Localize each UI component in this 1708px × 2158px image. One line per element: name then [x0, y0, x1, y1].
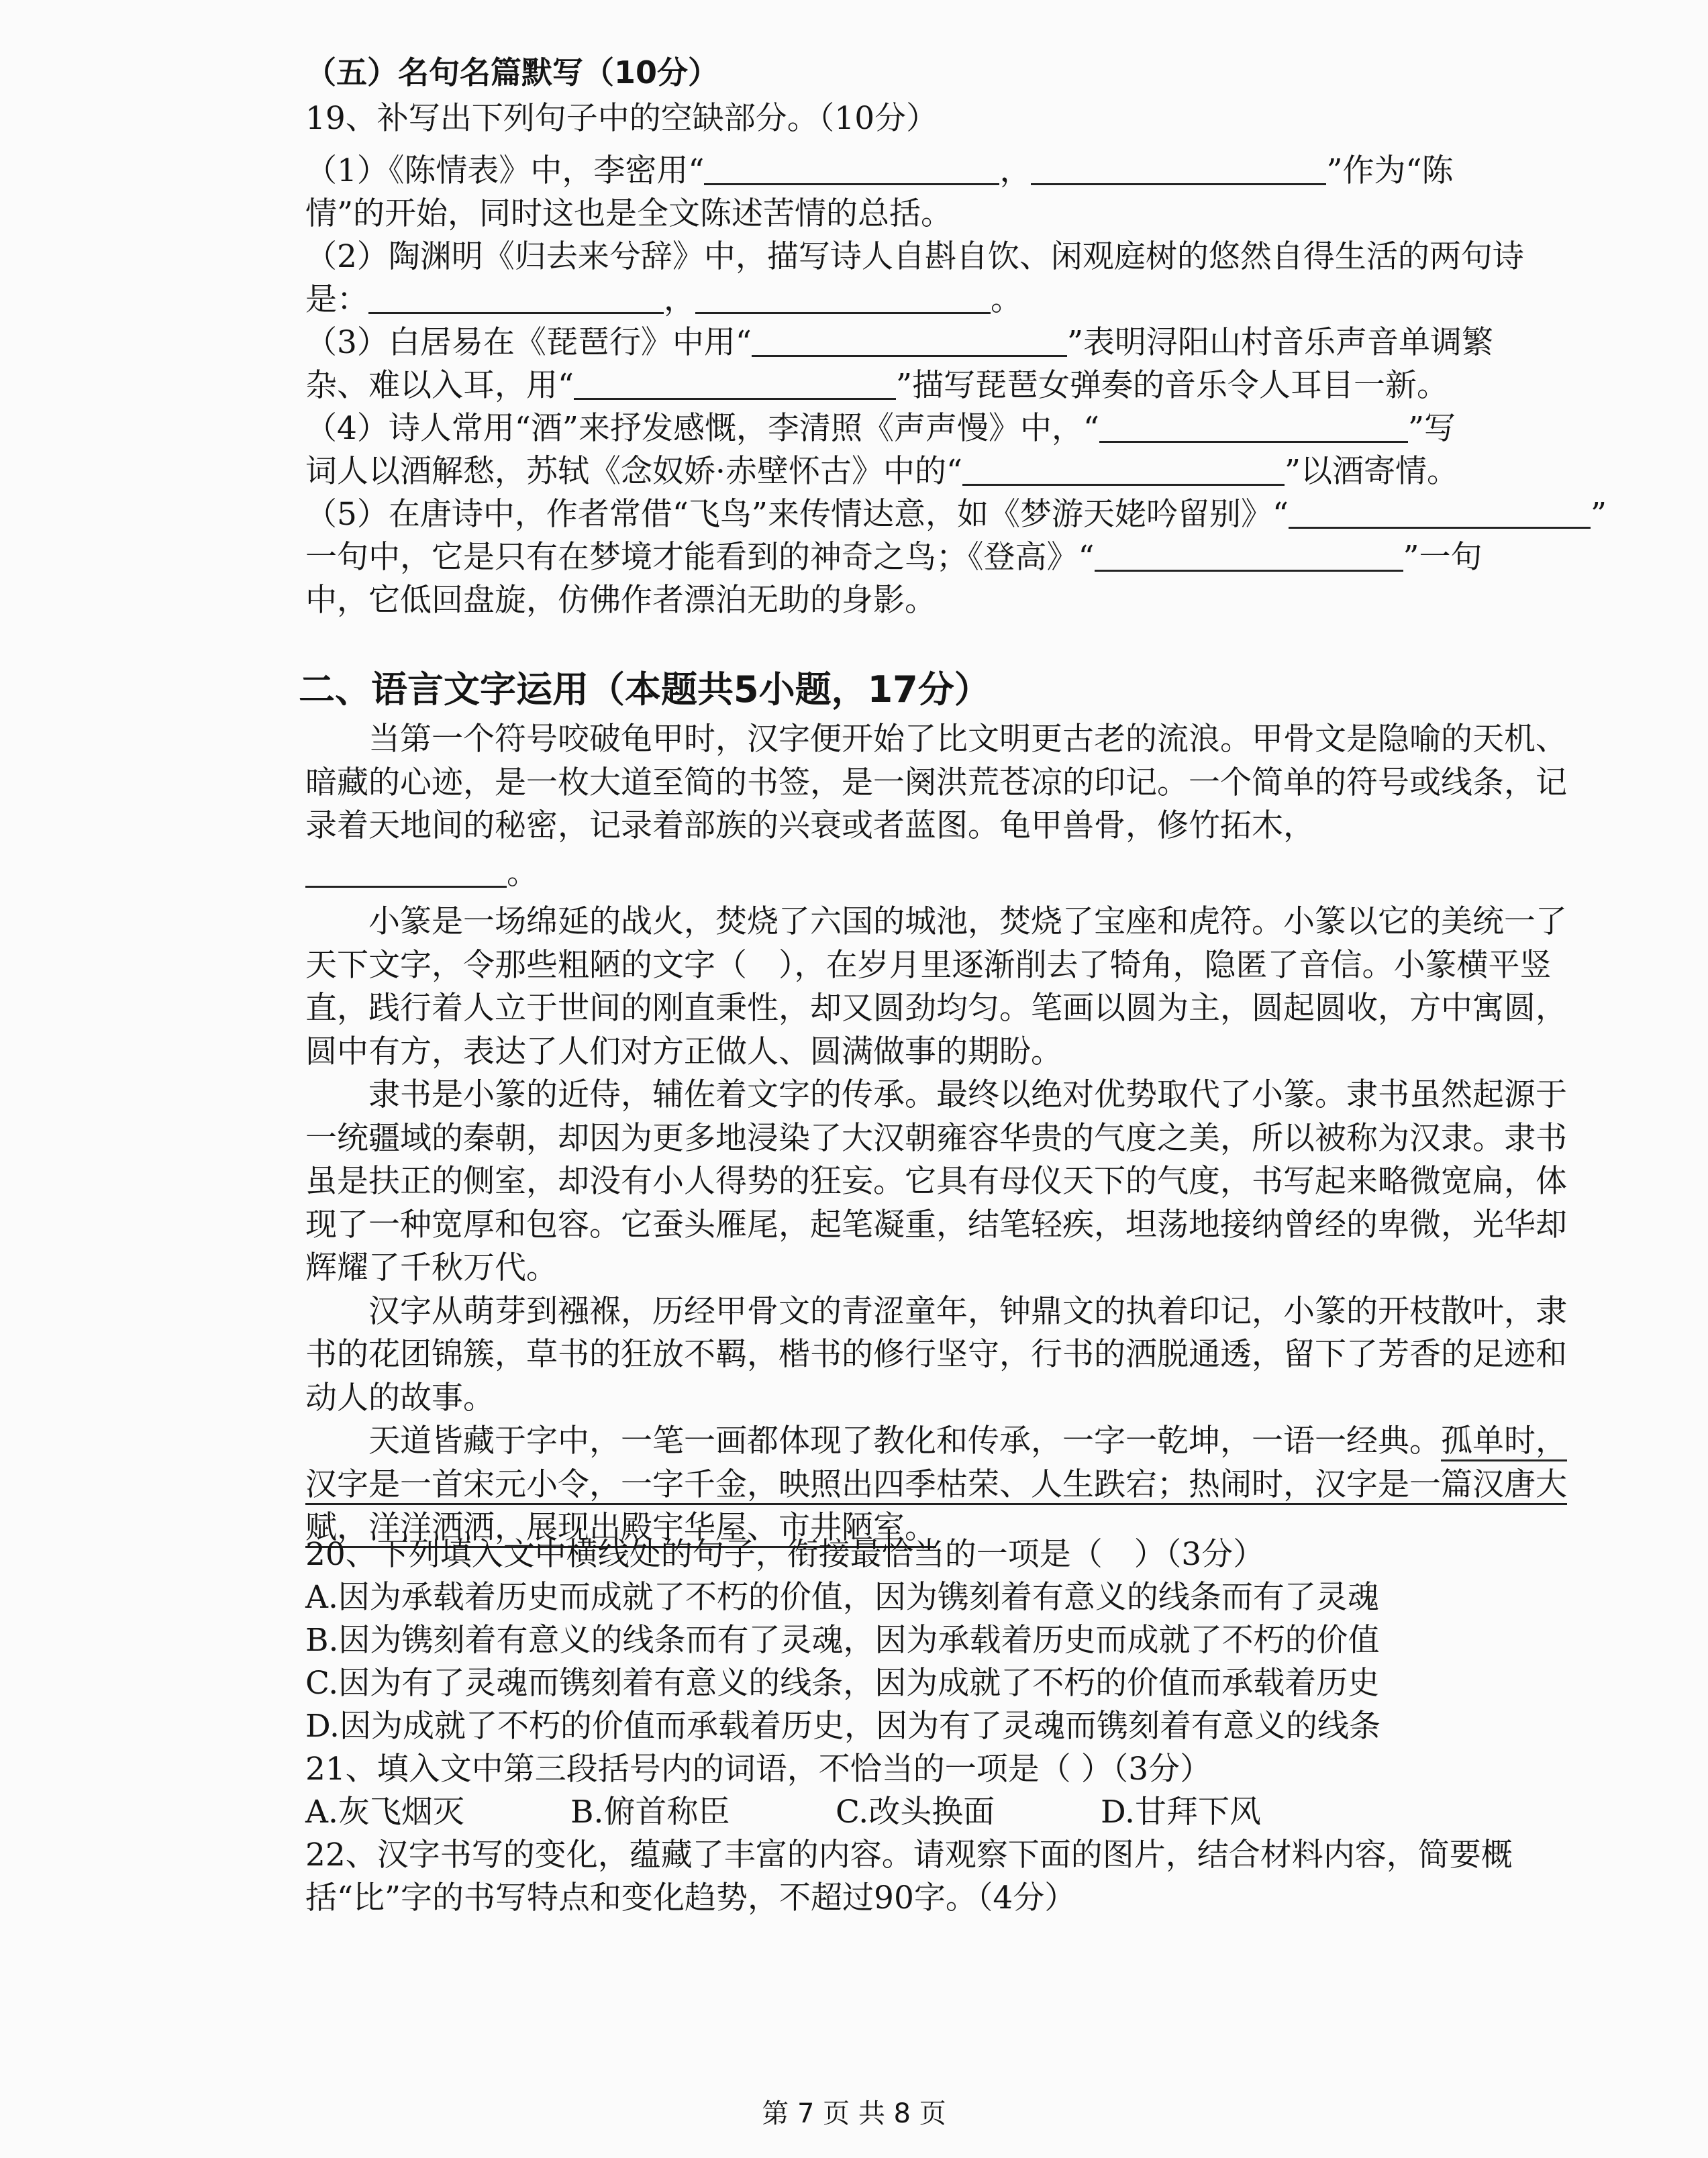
- q19-item-1-cont: 情”的开始，同时这也是全文陈述苦情的总括。: [305, 195, 953, 232]
- q19-item-5: （5）在唐诗中，作者常借“飞鸟”来传情达意，如《梦游天姥吟留别》“ ”: [305, 496, 1607, 533]
- q20-option-a[interactable]: A.因为承载着历史而成就了不朽的价值，因为镌刻着有意义的线条而有了灵魂: [305, 1579, 1379, 1616]
- q21-option-c[interactable]: C.改头换面: [836, 1794, 995, 1831]
- passage-paragraph-1: 当第一个符号咬破龟甲时，汉字便开始了比文明更古老的流浪。甲骨文是隐喻的天机、暗藏的心迹，是一枚大道至简的书签，是一阕洪荒苍凉的印记。一个简单的符号或线条，记录着天地间的秘密，记录着部族的兴衰或者蓝图。龟甲兽骨，修竹拓木，: [305, 721, 1567, 844]
- q21-option-a[interactable]: A.灰飞烟灭: [305, 1794, 464, 1831]
- q21-options: [305, 1791, 1574, 1834]
- q21-stem: 21、填入文中第三段括号内的词语，不恰当的一项是（ ）（3分）: [305, 1751, 1212, 1788]
- section-title: （五）名句名篇默写（10分）: [305, 54, 719, 91]
- passage-paragraph-2: 小篆是一场绵延的战火，焚烧了六国的城池，焚烧了宝座和虎符。小篆以它的美统一了天下文字，令那些粗陋的文字（ ），在岁月里逐渐削去了犄角，隐匿了音信。小篆横平竖直，践行着人立于世间的刚直秉性，却又圆劲均匀。笔画以圆为主，圆起圆收，方中寓圆，圆中有方，表达了人们对方正做人、圆满做事的期盼。: [305, 903, 1567, 1070]
- q21-option-d[interactable]: D.甘拜下风: [1101, 1794, 1261, 1831]
- q19-item-5-cont: 一句中，它是只有在梦境才能看到的神奇之鸟；《登高》“ ”一句: [305, 539, 1483, 576]
- q20-stem: 20、下列填入文中横线处的句子，衔接最恰当的一项是（ ）（3分）: [305, 1536, 1265, 1573]
- question-19: [305, 97, 1607, 622]
- answer-blank[interactable]: [1095, 540, 1403, 572]
- answer-blank[interactable]: [695, 282, 991, 314]
- q19-item-4-cont: 词人以酒解愁，苏轼《念奴娇·赤壁怀古》中的“ ”以酒寄情。: [305, 453, 1458, 490]
- passage-fill-line: 。: [305, 852, 1570, 896]
- passage-paragraph-5: 天道皆藏于字中，一笔一画都体现了教化和传承，一字一乾坤，一语一经典。孤单时，汉字是一首宋元小令，一字千金，映照出四季枯荣、人生跌宕；热闹时，汉字是一篇汉唐大赋，洋洋洒洒，展现出殿宇华屋、市井陋室。: [305, 1420, 1570, 1550]
- q19-item-1: （1）《陈情表》中，李密用“ ， ”作为“陈: [305, 152, 1454, 189]
- q19-stem: 19、补写出下列句子中的空缺部分。（10分）: [305, 100, 938, 137]
- passage-paragraph-4: 汉字从萌芽到襁褓，历经甲骨文的青涩童年，钟鼎文的执着印记，小篆的开枝散叶，隶书的花团锦簇，草书的狂放不羁，楷书的修行坚守，行书的洒脱通透，留下了芳香的足迹和动人的故事。: [305, 1292, 1567, 1417]
- answer-blank[interactable]: [704, 154, 999, 185]
- q20-option-b[interactable]: B.因为镌刻着有意义的线条而有了灵魂，因为承载着历史而成就了不朽的价值: [305, 1622, 1380, 1659]
- underlined-sentence: 孤单时，汉字是一首宋元小令，一字千金，映照出四季枯荣、人生跌宕；热闹时，汉字是一篇汉唐大赋，洋洋洒洒，展现出殿宇华屋、市井陋室。: [305, 1423, 1567, 1548]
- part-title: 二、语言文字运用（本题共5小题，17分）: [299, 668, 991, 711]
- answer-blank[interactable]: [1099, 411, 1408, 443]
- q19-item-2-cont: 是： ， 。: [305, 281, 1022, 318]
- q20-option-c[interactable]: C.因为有了灵魂而镌刻着有意义的线条，因为成就了不朽的价值而承载着历史: [305, 1665, 1380, 1702]
- q21-option-b[interactable]: B.俯首称臣: [570, 1794, 730, 1831]
- answer-blank[interactable]: [305, 856, 507, 888]
- questions-20-22: [305, 1533, 1574, 1920]
- answer-blank[interactable]: [752, 325, 1067, 357]
- q19-item-5-end: 中，它低回盘旋，仿佛作者漂泊无助的身影。: [305, 582, 936, 619]
- answer-blank[interactable]: [1031, 154, 1326, 185]
- q19-item-4: （4）诗人常用“酒”来抒发感慨，李清照《声声慢》中，“ ”写: [305, 410, 1456, 447]
- q19-item-3-cont: 杂、难以入耳，用“ ”描写琵琶女弹奏的音乐令人耳目一新。: [305, 367, 1449, 404]
- passage-paragraph-3: 隶书是小篆的近侍，辅佐着文字的传承。最终以绝对优势取代了小篆。隶书虽然起源于一统疆域的秦朝，却因为更多地浸染了大汉朝雍容华贵的气度之美，所以被称为汉隶。隶书虽是扶正的侧室，却没有小人得势的狂妄。它具有母仪天下的气度，书写起来略微宽扁，体现了一种宽厚和包容。它蚕头雁尾，起笔凝重，结笔轻疾，坦荡地接纳曾经的卑微，光华却辉耀了千秋万代。: [305, 1076, 1567, 1286]
- q19-item-2: （2）陶渊明《归去来兮辞》中，描写诗人自斟自饮、闲观庭树的悠然自得生活的两句诗: [305, 238, 1524, 275]
- q20-option-d[interactable]: D.因为成就了不朽的价值而承载着历史，因为有了灵魂而镌刻着有意义的线条: [305, 1708, 1380, 1745]
- answer-blank[interactable]: [368, 282, 664, 314]
- q19-item-3: （3）白居易在《琵琶行》中用“ ”表明浔阳山村音乐声音单调繁: [305, 324, 1493, 361]
- answer-blank[interactable]: [962, 454, 1285, 486]
- passage: [305, 718, 1570, 1550]
- q22-stem: 22、汉字书写的变化，蕴藏了丰富的内容。请观察下面的图片，结合材料内容，简要概括“比”字的书写特点和变化趋势，不超过90字。（4分）: [305, 1837, 1513, 1916]
- answer-blank[interactable]: [1289, 497, 1591, 529]
- answer-blank[interactable]: [574, 368, 896, 400]
- page-footer: 第 7 页 共 8 页: [762, 2098, 946, 2129]
